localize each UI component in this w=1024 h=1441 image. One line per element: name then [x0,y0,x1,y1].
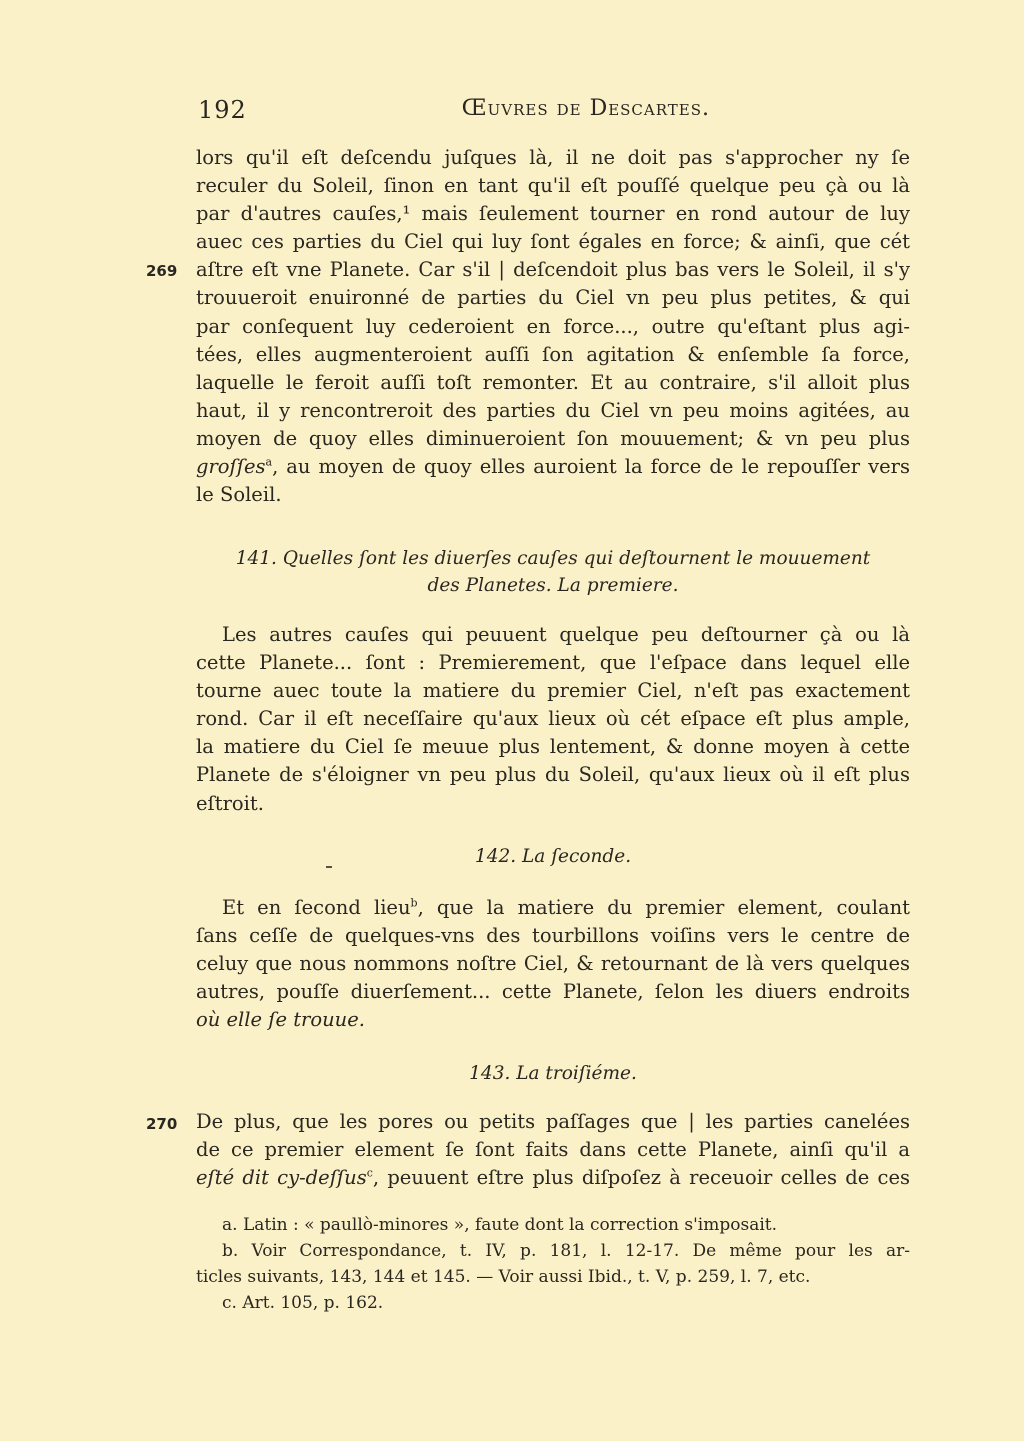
article-heading-141 [196,545,910,599]
text-line: par d'autres cauſes,¹ mais ſeulement tourner en rond autour de luy [196,202,910,226]
page-header [198,96,710,130]
footnote-c: c. Art. 105, p. 162. [222,1293,384,1313]
text-line: trouueroit enuironné de parties du Ciel vn peu plus petites, & qui [196,286,910,310]
text-line: de ce premier element ſe ſont faits dans cette Planete, ainſi qu'il a [196,1138,910,1162]
heading-line: 143. La troiſiéme. [469,1063,637,1084]
italic-fragment: eſté dit cy-deſſus [196,1166,367,1190]
text-line: ſans ceſſe de quelques-vns des tourbillons voiſins vers le centre de [196,924,910,948]
text-fragment: peuuent eſtre plus diſpoſez à receuoir celles de ces [387,1166,910,1190]
paragraph-1 [196,144,910,509]
article-heading-142 [196,843,910,870]
text-line: cette Planete... ſont : Premierement, que l'eſpace dans lequel elle [196,651,910,675]
italic-word: groſſes [196,455,266,479]
text-line: tourne auec toute la matiere du premier Ciel, n'eſt pas exactement [196,679,910,703]
text-line: la matiere du Ciel ſe meuue plus lentement, & donne moyen à cette [196,735,910,759]
margin-number-270: 270 [146,1115,178,1133]
text-line: eſtroit. [196,791,264,815]
text-line: Les autres cauſes qui peuuent quelque peu deſtourner çà ou là [222,623,910,646]
text-line: tées, elles augmenteroient auſſi ſon agitation & enſemble ſa force, [196,342,910,366]
text-line: Planete de s'éloigner vn peu plus du Soleil, qu'aux lieux où il eſt plus [196,763,910,787]
text-line: par conſequent luy cederoient en force..., outre qu'eſtant plus agi- [196,314,910,338]
text-line: où elle ſe trouue. [196,1008,365,1032]
text-line: laquelle le feroit auſſi toſt remonter. Et au contraire, s'il alloit plus [196,370,910,394]
text-line: aſtre eſt vne Planete. Car s'il | deſcendoit plus bas vers le Soleil, il s'y [196,258,910,282]
footnote-mark-c: c [366,1166,373,1180]
heading-line: des Planetes. La premiere. [427,575,679,596]
text-fragment: , que la matiere du premier element, coulant [417,896,910,919]
footnote-a: a. Latin : « paullò-minores », faute dont la correction s'imposait. [222,1215,778,1235]
text-line: De plus, que les pores ou petits paſſages que | les parties canelées [196,1110,910,1133]
running-title: Œuvres de Descartes. [461,96,710,121]
footnote-b: b. Voir Correspondance, t. IV, p. 181, l. 12-17. De même pour les ar- [222,1241,910,1261]
page-number: 192 [198,96,247,124]
text-line [196,894,910,922]
footnote-b-continued: ticles suivants, 143, 144 et 145. — Voir aussi Ibid., t. V, p. 259, l. 7, etc. [196,1267,811,1287]
text-fragment: Et en ſecond lieu [222,896,411,919]
text-line: rond. Car il eſt neceſſaire qu'aux lieux où cét eſpace eſt plus ample, [196,707,910,731]
text-line: haut, il y rencontreroit des parties du Ciel vn peu moins agitées, au [196,398,910,422]
text-line: auec ces parties du Ciel qui luy ſont égales en force; & ainſi, que cét [196,230,910,254]
paragraph-4 [196,1108,910,1192]
text-line: eſté dit cy-deſſus$^c$, peuuent eſtre plus diſpoſez à receuoir celles de ces [196,1166,910,1190]
footnotes [196,1212,910,1316]
heading-line: 142. La ſeconde. [474,846,632,867]
margin-number-269: 269 [146,262,178,280]
paragraph-2 [196,621,910,818]
text-line: reculer du Soleil, ſinon en tant qu'il eſt pouſſé quelque peu çà ou là [196,174,910,198]
text-line: celuy que nous nommons noſtre Ciel, & retournant de là vers quelques [196,952,910,976]
text-line [196,453,910,481]
article-heading-143 [196,1060,910,1087]
text-line: lors qu'il eſt deſcendu juſques là, il ne doit pas s'approcher ny ſe [196,146,910,169]
paragraph-3 [196,894,910,1034]
text-line: autres, pouſſe diuerſement... cette Planete, ſelon les diuers endroits [196,980,910,1004]
text-line: moyen de quoy elles diminueroient ſon mouuement; & vn peu plus [196,426,910,450]
heading-line: 141. Quelles ſont les diuerſes cauſes qui deſtournent le mouuement [235,548,871,569]
text-line: le Soleil. [196,483,282,507]
text-fragment: , au moyen de quoy elles auroient la force de le repouſſer vers [272,455,910,479]
footnote-mark-b: b [410,896,418,910]
footnote-mark-a: a [265,455,273,469]
